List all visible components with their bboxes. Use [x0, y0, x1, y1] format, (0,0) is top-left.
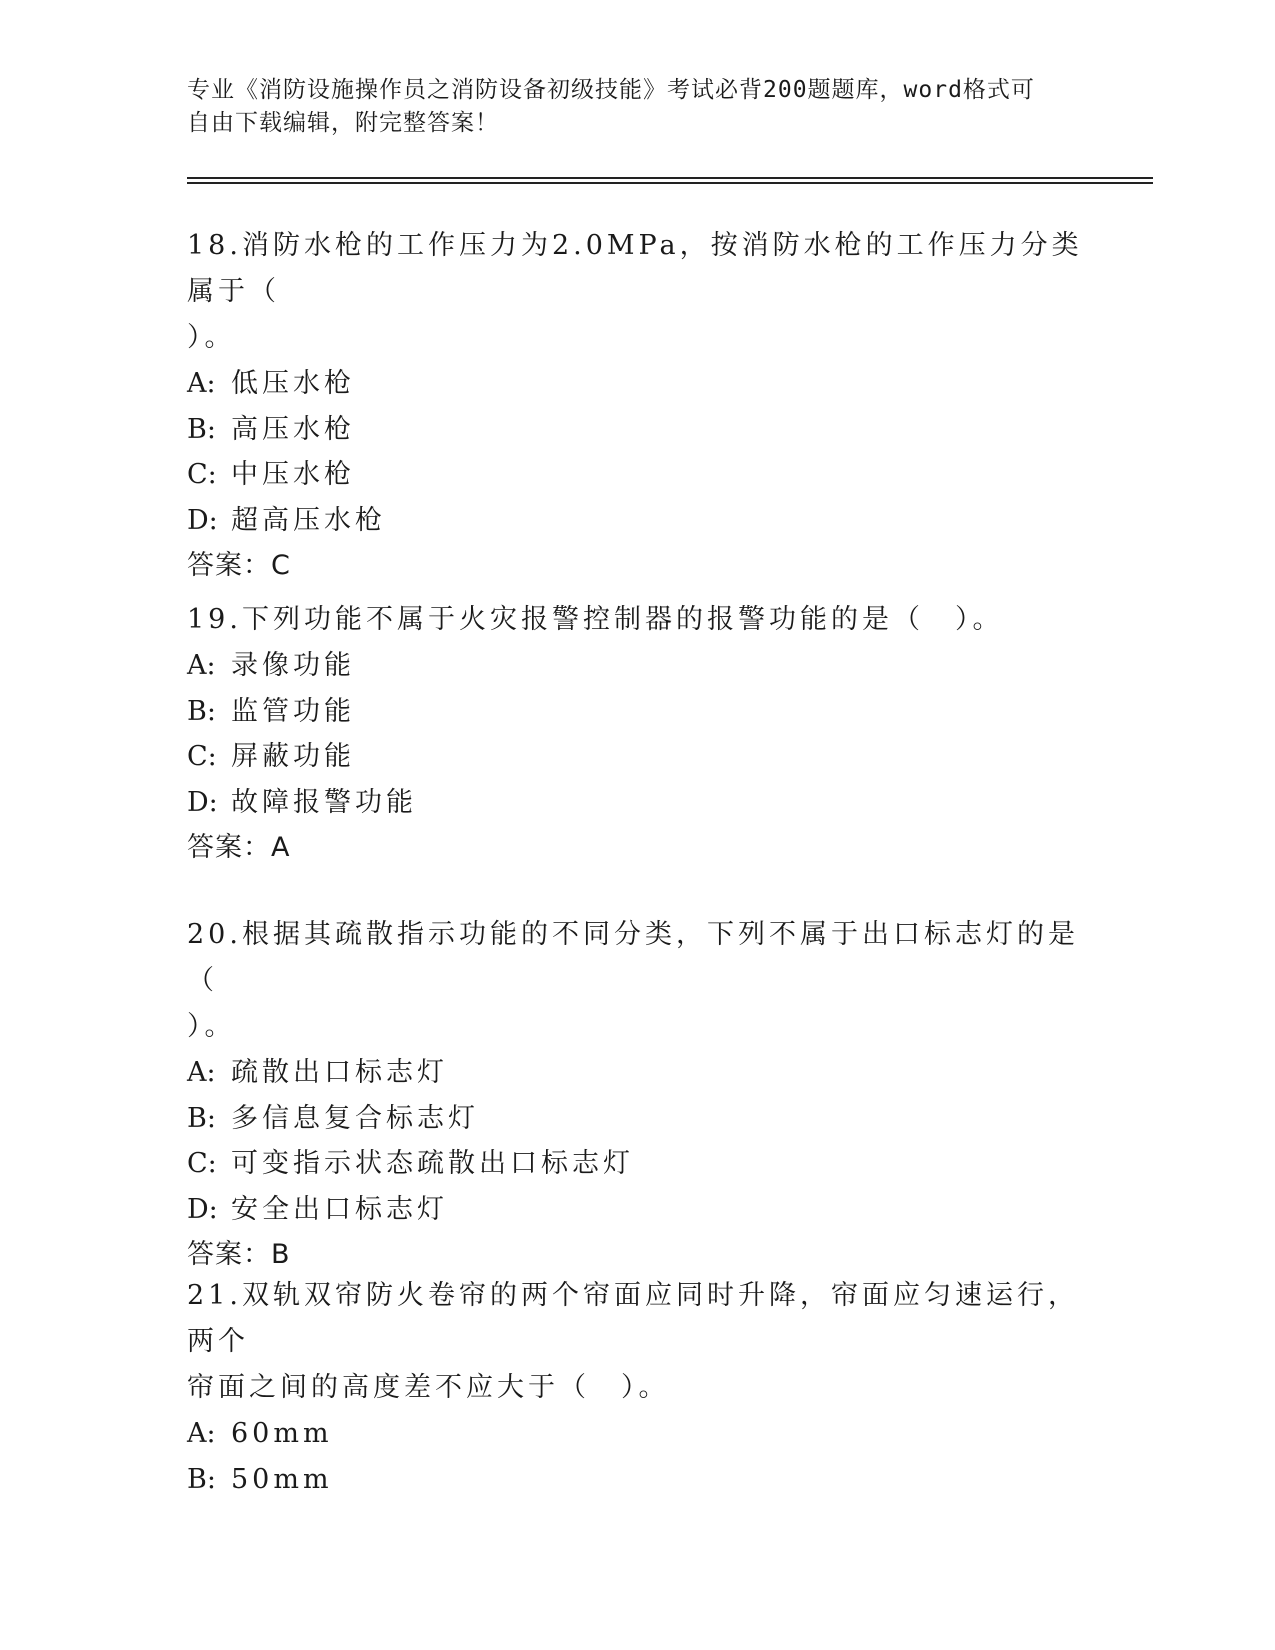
option-text: 疏散出口标志灯	[231, 1057, 448, 1088]
option-text: 低压水枪	[231, 368, 355, 399]
question-stem-line-2: ）。	[187, 1011, 236, 1042]
option-b	[187, 1457, 1087, 1503]
option-text: 50mm	[231, 1463, 333, 1495]
header-line-1: 专业《消防设施操作员之消防设备初级技能》考试必背200题题库，word格式可	[187, 77, 1035, 103]
question-stem-line-1: 20.根据其疏散指示功能的不同分类，下列不属于出口标志灯的是（	[187, 919, 1079, 996]
header-line-2: 自由下载编辑，附完整答案！	[187, 110, 499, 136]
document-header	[187, 74, 1067, 140]
option-letter: A:	[187, 368, 216, 399]
answer-label: 答案：B	[187, 1239, 291, 1270]
option-a	[187, 643, 1087, 689]
option-text: 多信息复合标志灯	[231, 1102, 479, 1134]
option-text: 监管功能	[231, 695, 355, 727]
question-21	[187, 1273, 1087, 1502]
answer-label: 答案：C	[187, 550, 291, 581]
option-text: 屏蔽功能	[231, 741, 355, 772]
question-19	[187, 597, 1087, 871]
option-letter: C:	[187, 1148, 217, 1179]
option-b	[187, 689, 1087, 735]
question-stem-line-2: ）。	[187, 322, 236, 353]
option-letter: C:	[187, 459, 217, 490]
question-20	[187, 912, 1087, 1278]
option-text: 故障报警功能	[231, 786, 417, 818]
option-letter: A:	[187, 1418, 216, 1449]
header-divider-bottom	[187, 182, 1153, 184]
option-d	[187, 498, 1087, 544]
option-text: 中压水枪	[231, 459, 355, 490]
option-letter: C:	[187, 741, 217, 772]
option-text: 超高压水枪	[231, 504, 386, 536]
option-text: 60mm	[231, 1418, 333, 1449]
question-18	[187, 223, 1087, 589]
option-letter: A:	[187, 1057, 216, 1088]
option-letter: D:	[187, 786, 218, 818]
option-a	[187, 1411, 1087, 1457]
option-c	[187, 734, 1087, 780]
option-d	[187, 1187, 1087, 1233]
option-b	[187, 407, 1087, 453]
option-d	[187, 780, 1087, 826]
option-c	[187, 452, 1087, 498]
option-c	[187, 1141, 1087, 1187]
option-letter: A:	[187, 650, 216, 681]
option-text: 录像功能	[231, 650, 355, 681]
option-letter: B:	[187, 413, 216, 445]
question-stem-line-2: 帘面之间的高度差不应大于（ ）。	[187, 1372, 670, 1403]
question-stem-line-1: 21.双轨双帘防火卷帘的两个帘面应同时升降，帘面应匀速运行，两个	[187, 1280, 1079, 1357]
option-letter: B:	[187, 695, 216, 727]
option-letter: B:	[187, 1463, 216, 1495]
question-stem-line-1: 18.消防水枪的工作压力为2.0MPa，按消防水枪的工作压力分类属于（	[187, 230, 1083, 307]
option-text: 高压水枪	[231, 413, 355, 445]
option-text: 安全出口标志灯	[231, 1193, 448, 1225]
option-letter: D:	[187, 1193, 218, 1225]
option-a	[187, 361, 1087, 407]
option-text: 可变指示状态疏散出口标志灯	[231, 1148, 634, 1179]
option-letter: D:	[187, 504, 218, 536]
option-a	[187, 1050, 1087, 1096]
question-stem-line-1: 19.下列功能不属于火灾报警控制器的报警功能的是（ ）。	[187, 604, 1004, 635]
header-divider-top	[187, 177, 1153, 179]
option-letter: B:	[187, 1102, 216, 1134]
option-b	[187, 1096, 1087, 1142]
answer-label: 答案：A	[187, 832, 291, 863]
